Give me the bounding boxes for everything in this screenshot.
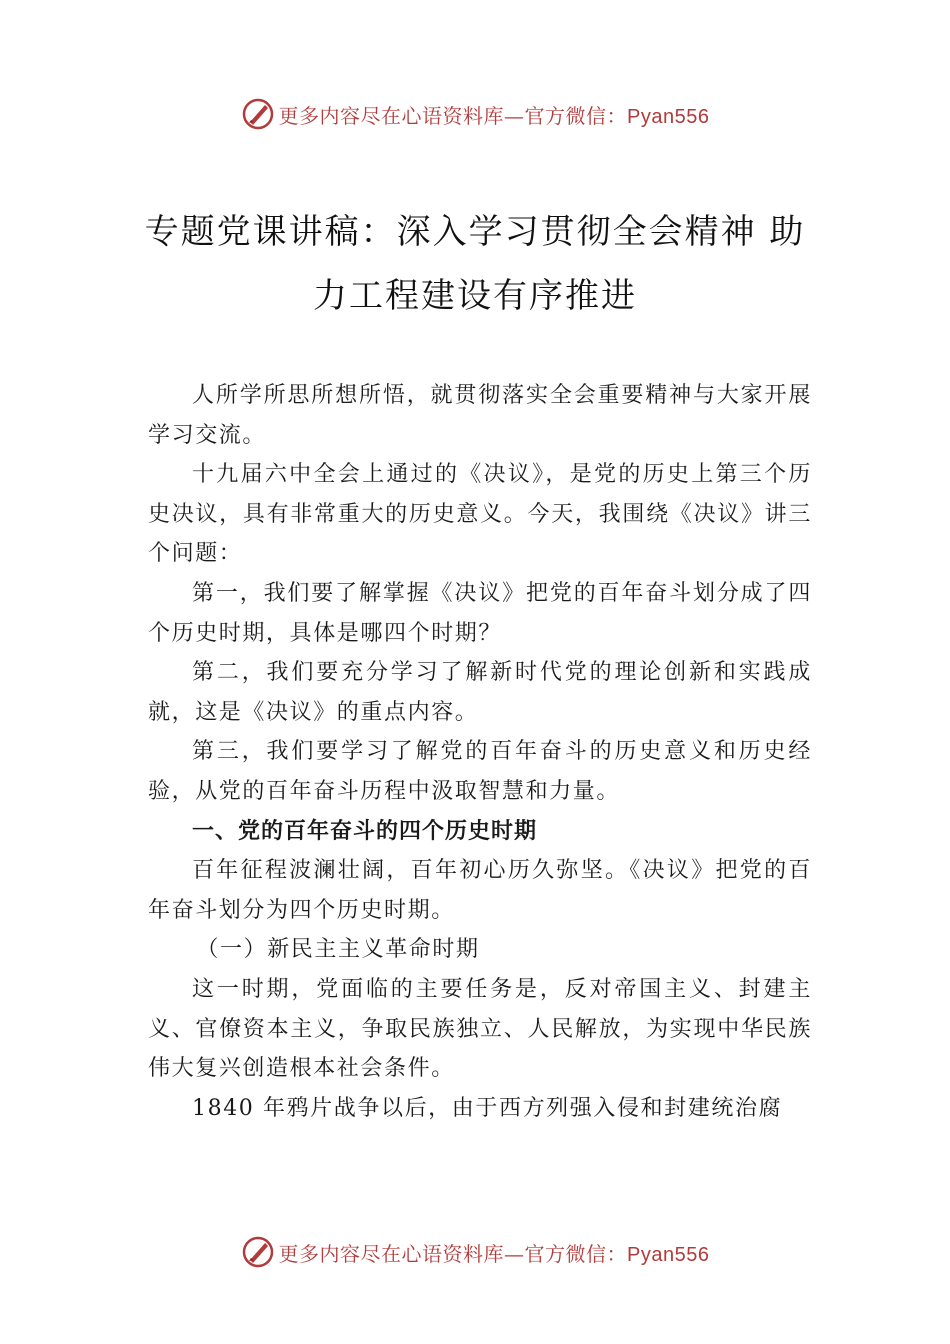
title-line-1: 专题党课讲稿：深入学习贯彻全会精神 助 <box>144 212 806 252</box>
title-line-2: 力工程建设有序推进 <box>313 276 637 316</box>
paragraph: 第一，我们要了解掌握《决议》把党的百年奋斗划分成了四个历史时期，具体是哪四个时期？ <box>148 580 812 646</box>
subsection-heading: （一）新民主主义革命时期 <box>196 937 480 963</box>
pen-logo-icon <box>241 1235 275 1269</box>
paragraph: 十九届六中全会上通过的《决议》，是党的历史上第三个历史决议，具有非常重大的历史意义。今天，我围绕《决议》讲三个问题： <box>148 462 812 567</box>
pen-logo-icon <box>241 97 275 131</box>
paragraph: 这一时期，党面临的主要任务是，反对帝国主义、封建主义、官僚资本主义，争取民族独立、人民解放，为实现中华民族伟大复兴创造根本社会条件。 <box>148 976 812 1082</box>
watermark-wechat-id: Pyan556 <box>627 1243 710 1266</box>
document-title <box>140 200 810 328</box>
paragraph: 第三，我们要学习了解党的百年奋斗的历史意义和历史经验，从党的百年奋斗历程中汲取智慧和力量。 <box>148 739 812 804</box>
paragraph: 1840 年鸦片战争以后，由于西方列强入侵和封建统治腐 <box>192 1095 783 1121</box>
watermark-label: 更多内容尽在心语资料库—官方微信： <box>278 103 628 128</box>
paragraph: 人所学所思所想所悟，就贯彻落实全会重要精神与大家开展学习交流。 <box>148 383 812 448</box>
header-watermark <box>0 94 950 134</box>
section-heading: 一、党的百年奋斗的四个历史时期 <box>192 818 538 844</box>
watermark-wechat-id: Pyan556 <box>627 105 710 128</box>
watermark-label: 更多内容尽在心语资料库—官方微信： <box>278 1241 628 1266</box>
watermark-text <box>279 100 710 129</box>
paragraph: 百年征程波澜壮阔，百年初心历久弥坚。《决议》把党的百年奋斗划分为四个历史时期。 <box>148 858 812 923</box>
document-body <box>148 376 812 1128</box>
watermark-text <box>279 1238 710 1267</box>
footer-watermark <box>0 1232 950 1272</box>
paragraph: 第二，我们要充分学习了解新时代党的理论创新和实践成就，这是《决议》的重点内容。 <box>148 660 812 725</box>
